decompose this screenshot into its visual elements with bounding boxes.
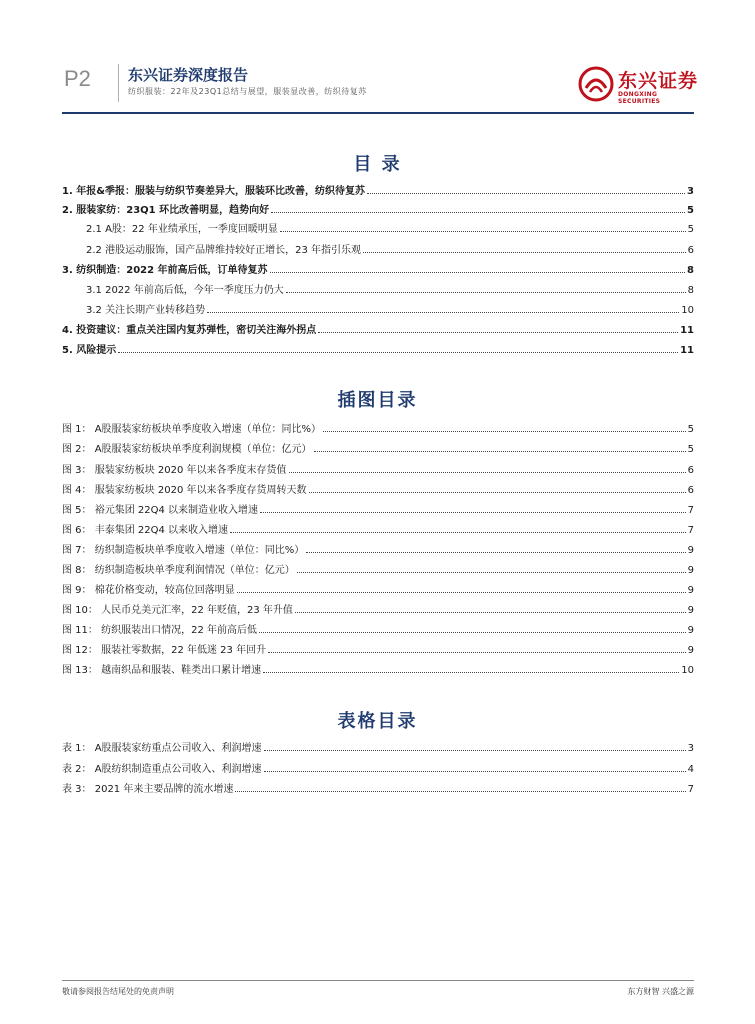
figure-item[interactable]: 图 10： 人民币兑美元汇率，22 年贬值，23 年升值 9 xyxy=(62,605,694,616)
logo-text: 东兴证券 xyxy=(618,70,699,92)
company-logo xyxy=(578,64,698,104)
toc-item[interactable]: 2. 服装家纺：23Q1 环比改善明显，趋势向好 5 xyxy=(62,205,694,216)
figure-item[interactable]: 图 6： 丰泰集团 22Q4 以来收入增速 7 xyxy=(62,525,694,536)
figures-title: 插图目录 xyxy=(337,390,418,411)
table-item[interactable]: 表 2： A股纺织制造重点公司收入、利润增速 4 xyxy=(62,764,694,775)
footer-slogan: 东方财智 兴盛之源 xyxy=(627,987,694,996)
toc-item[interactable]: 4. 投资建议：重点关注国内复苏弹性，密切关注海外拐点 11 xyxy=(62,325,694,336)
figure-item[interactable]: 图 5： 裕元集团 22Q4 以来制造业收入增速 7 xyxy=(62,505,694,516)
figure-item[interactable]: 图 11： 纺织服装出口情况，22 年前高后低 9 xyxy=(62,625,694,636)
page-number: P2 xyxy=(64,66,91,91)
logo-mark-icon xyxy=(578,66,614,102)
table-item[interactable]: 表 1： A股服装家纺重点公司收入、利润增速 3 xyxy=(62,743,694,754)
tables-title: 表格目录 xyxy=(337,711,418,732)
figure-item[interactable]: 图 8： 纺织制造板块单季度利润情况（单位：亿元） 9 xyxy=(62,565,694,576)
footer-rule xyxy=(62,980,694,981)
page-header xyxy=(0,0,755,120)
footer-disclaimer: 敬请参阅报告结尾处的免责声明 xyxy=(62,987,174,996)
figure-item[interactable]: 图 9： 棉花价格变动，较高位回落明显 9 xyxy=(62,585,694,596)
toc-item[interactable]: 1. 年报&季报：服装与纺织节奏差异大，服装环比改善，纺织待复苏 3 xyxy=(62,186,694,197)
figure-item[interactable]: 图 13： 越南织品和服装、鞋类出口累计增速 10 xyxy=(62,665,694,676)
report-title: 东兴证券深度报告 xyxy=(128,66,249,84)
table-item[interactable]: 表 3： 2021 年来主要品牌的流水增速 7 xyxy=(62,784,694,795)
toc-item[interactable]: 3.1 2022 年前高后低，今年一季度压力仍大 8 xyxy=(86,285,694,296)
report-subtitle: 纺织服装：22年及23Q1总结与展望，服装显改善，纺织待复苏 xyxy=(128,87,367,96)
header-divider xyxy=(118,64,119,102)
figure-item[interactable]: 图 3： 服装家纺板块 2020 年以来各季度末存货值 6 xyxy=(62,465,694,476)
header-rule xyxy=(62,112,694,114)
toc-item[interactable]: 2.2 港股运动服饰，国产品牌维持较好正增长，23 年指引乐观 6 xyxy=(86,245,694,256)
toc-title: 目 录 xyxy=(353,154,402,175)
toc-item[interactable]: 5. 风险提示 11 xyxy=(62,345,694,356)
toc-item[interactable]: 2.1 A股：22 年业绩承压，一季度回暖明显 5 xyxy=(86,224,694,235)
figure-item[interactable]: 图 7： 纺织制造板块单季度收入增速（单位：同比%） 9 xyxy=(62,545,694,556)
figure-item[interactable]: 图 1： A股服装家纺板块单季度收入增速（单位：同比%） 5 xyxy=(62,424,694,435)
figure-item[interactable]: 图 2： A股服装家纺板块单季度利润规模（单位：亿元） 5 xyxy=(62,444,694,455)
logo-english: DONGXING SECURITIES xyxy=(618,91,661,105)
figure-item[interactable]: 图 12： 服装社零数据，22 年低迷 23 年回升 9 xyxy=(62,645,694,656)
toc-item[interactable]: 3.2 关注长期产业转移趋势 10 xyxy=(86,305,694,316)
toc-item[interactable]: 3. 纺织制造：2022 年前高后低，订单待复苏 8 xyxy=(62,265,694,276)
figure-item[interactable]: 图 4： 服装家纺板块 2020 年以来各季度存货周转天数 6 xyxy=(62,485,694,496)
